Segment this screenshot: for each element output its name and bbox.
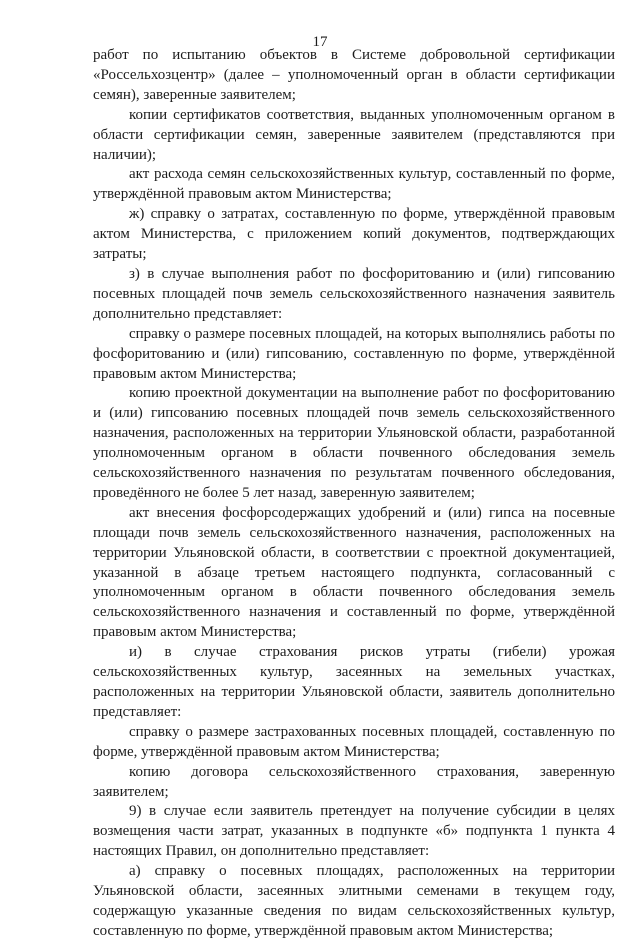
page-number: 17 <box>312 34 328 50</box>
paragraph: ж) справку о затратах, составленную по форме, утверждённой правовым актом Министерства, с приложением копий документов, подтверждающих затраты; <box>93 206 615 263</box>
paragraph: копию договора сельскохозяйственного страхования, заверенную заявителем; <box>93 763 615 800</box>
paragraph: и) в случае страхования рисков утраты (гибели) урожая сельскохозяйственных культур, засеянных на земельных участках, расположенных на территории Ульяновской области, заявитель дополнительно представляет: <box>93 644 615 720</box>
paragraph: з) в случае выполнения работ по фосфоритованию и (или) гипсованию посевных площадей почв земель сельскохозяйственного назначения заявитель дополнительно представляет: <box>93 265 615 322</box>
paragraph: а) справку о посевных площадях, расположенных на территории Ульяновской области, засеянных элитными семенами в текущем году, содержащую указанные сведения по видам сельскохозяйственных культур, составленную по форме, утверждённой правовым актом Министерства; <box>93 863 615 939</box>
paragraph: акт расхода семян сельскохозяйственных культур, составленный по форме, утверждённой правовым актом Министерства; <box>93 166 615 203</box>
paragraph: 9) в случае если заявитель претендует на получение субсидии в целях возмещения части затрат, указанных в подпункте «б» подпункта 1 пункта 4 настоящих Правил, он дополнительно представляет: <box>93 803 615 860</box>
paragraph: справку о размере посевных площадей, на которых выполнялись работы по фосфоритованию и (или) гипсованию, составленную по форме, утверждённой правовым актом Министерства; <box>93 325 615 382</box>
paragraph: копии сертификатов соответствия, выданных уполномоченным органом в области сертификации семян, заверенные заявителем (представляются при наличии); <box>93 106 615 163</box>
document-body <box>93 46 615 942</box>
paragraph: копию проектной документации на выполнение работ по фосфоритованию и (или) гипсованию посевных площадей почв земель сельскохозяйственного назначения, расположенных на территории Ульяновской области, разработанной уполномоченным органом в области почвенного обследования земель сельскохозяйственного назначения по результатам почвенного обследования, проведённого не более 5 лет назад, заверенную заявителем; <box>93 385 615 501</box>
paragraph: справку о размере застрахованных посевных площадей, составленную по форме, утверждённой правовым актом Министерства; <box>93 723 615 760</box>
paragraph: работ по испытанию объектов в Системе добровольной сертификации «Россельхозцентр» (далее – уполномоченный орган в области сертификации семян), заверенные заявителем; <box>93 47 615 103</box>
paragraph: акт внесения фосфорсодержащих удобрений и (или) гипса на посевные площади почв земель сельскохозяйственного назначения, расположенных на территории Ульяновской области, в соответствии с проектной документацией, указанной в абзаце третьем настоящего подпункта, согласованный с уполномоченным органом в области почвенного обследования земель сельскохозяйственного назначения и составленный по форме, утверждённой правовым актом Министерства; <box>93 504 615 641</box>
